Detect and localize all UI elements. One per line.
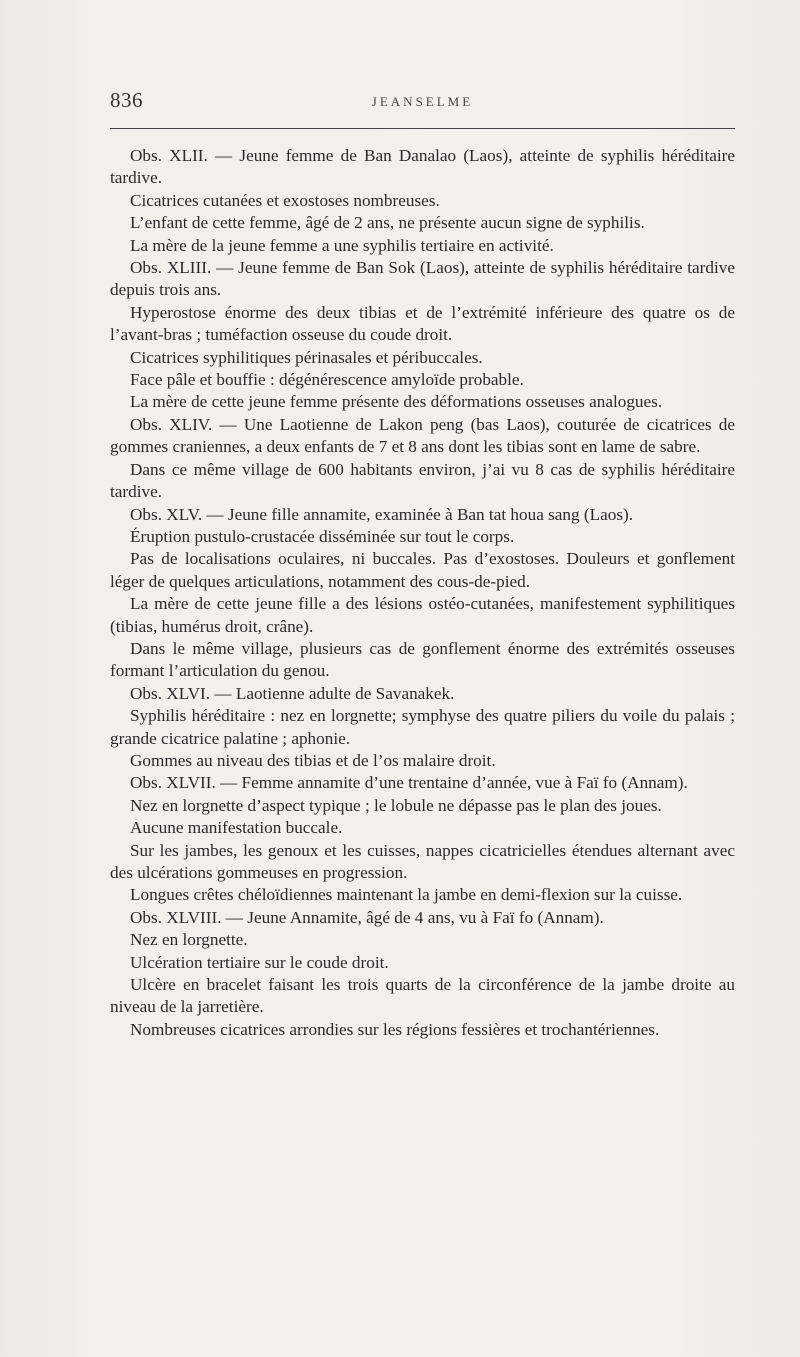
- paragraph: L’enfant de cette femme, âgé de 2 ans, ne présente aucun signe de syphilis.: [130, 213, 645, 233]
- paragraph: Hyperostose énorme des deux tibias et de l’extrémité inférieure des quatre os de l’avant-bras ; tuméfaction osseuse du coude droit.: [110, 302, 735, 345]
- running-title: JEANSELME: [371, 94, 474, 109]
- running-head: [110, 88, 735, 118]
- header-rule: [110, 128, 735, 129]
- paragraph: Ulcère en bracelet faisant les trois quarts de la circonférence de la jambe droite au niveau de la jarretière.: [110, 975, 735, 1017]
- paragraph: Cicatrices cutanées et exostoses nombreuses.: [130, 190, 440, 210]
- paragraph: La mère de la jeune femme a une syphilis tertiaire en activité.: [130, 235, 554, 255]
- paragraph: Ulcération tertiaire sur le coude droit.: [130, 952, 389, 972]
- paragraph: Syphilis héréditaire : nez en lorgnette; symphyse des quatre piliers du voile du palais ; grande cicatrice palatine ; aphonie.: [110, 706, 735, 748]
- paragraph: Longues crêtes chéloïdiennes maintenant la jambe en demi-flexion sur la cuisse.: [130, 885, 683, 905]
- obs-48-heading: Obs. XLVIII. — Jeune Annamite, âgé de 4 ans, vu à Faï fo (Annam).: [130, 907, 604, 927]
- paragraph: Dans ce même village de 600 habitants environ, j’ai vu 8 cas de syphilis héréditaire tardive.: [110, 459, 735, 502]
- paragraph: Dans le même village, plusieurs cas de gonflement énorme des extrémités osseuses formant l’articulation du genou.: [110, 638, 735, 681]
- obs-44-heading: Obs. XLIV. — Une Laotienne de Lakon peng (bas Laos), couturée de cicatrices de gommes craniennes, a deux enfants de 7 et 8 ans dont les tibias sont en lame de sabre.: [110, 414, 735, 457]
- body-text: [110, 145, 735, 1041]
- paragraph: Aucune manifestation buccale.: [130, 818, 343, 838]
- paragraph: Nez en lorgnette d’aspect typique ; le lobule ne dépasse pas le plan des joues.: [130, 795, 662, 815]
- paragraph: Sur les jambes, les genoux et les cuisses, nappes cicatricielles étendues alternant avec des ulcérations gommeuses en progression.: [110, 840, 735, 882]
- paragraph: Nombreuses cicatrices arrondies sur les régions fessières et trochantériennes.: [130, 1019, 660, 1039]
- paragraph: Face pâle et bouffie : dégénérescence amyloïde probable.: [130, 370, 524, 390]
- obs-47-heading: Obs. XLVII. — Femme annamite d’une trentaine d’année, vue à Faï fo (Annam).: [130, 773, 688, 793]
- paragraph: Pas de localisations oculaires, ni buccales. Pas d’exostoses. Douleurs et gonflement léger de quelques articulations, notamment des cous-de-pied.: [110, 549, 735, 591]
- paragraph: Nez en lorgnette.: [130, 930, 248, 950]
- paragraph: La mère de cette jeune fille a des lésions ostéo-cutanées, manifestement syphilitiques (tibias, humérus droit, crâne).: [110, 594, 735, 636]
- paragraph: La mère de cette jeune femme présente des déformations osseuses analogues.: [130, 392, 663, 412]
- obs-43-heading: Obs. XLIII. — Jeune femme de Ban Sok (Laos), atteinte de syphilis héréditaire tardive depuis trois ans.: [110, 258, 735, 300]
- obs-45-heading: Obs. XLV. — Jeune fille annamite, examinée à Ban tat houa sang (Laos).: [130, 504, 634, 524]
- paragraph: Éruption pustulo-crustacée disséminée sur tout le corps.: [130, 526, 515, 546]
- paragraph: Gommes au niveau des tibias et de l’os malaire droit.: [130, 750, 496, 770]
- paragraph: Cicatrices syphilitiques périnasales et péribuccales.: [130, 347, 483, 367]
- obs-46-heading: Obs. XLVI. — Laotienne adulte de Savanakek.: [130, 683, 455, 703]
- obs-42-heading: Obs. XLII. — Jeune femme de Ban Danalao (Laos), atteinte de syphilis héréditaire tardive.: [110, 146, 735, 188]
- page-number: 836: [110, 88, 143, 112]
